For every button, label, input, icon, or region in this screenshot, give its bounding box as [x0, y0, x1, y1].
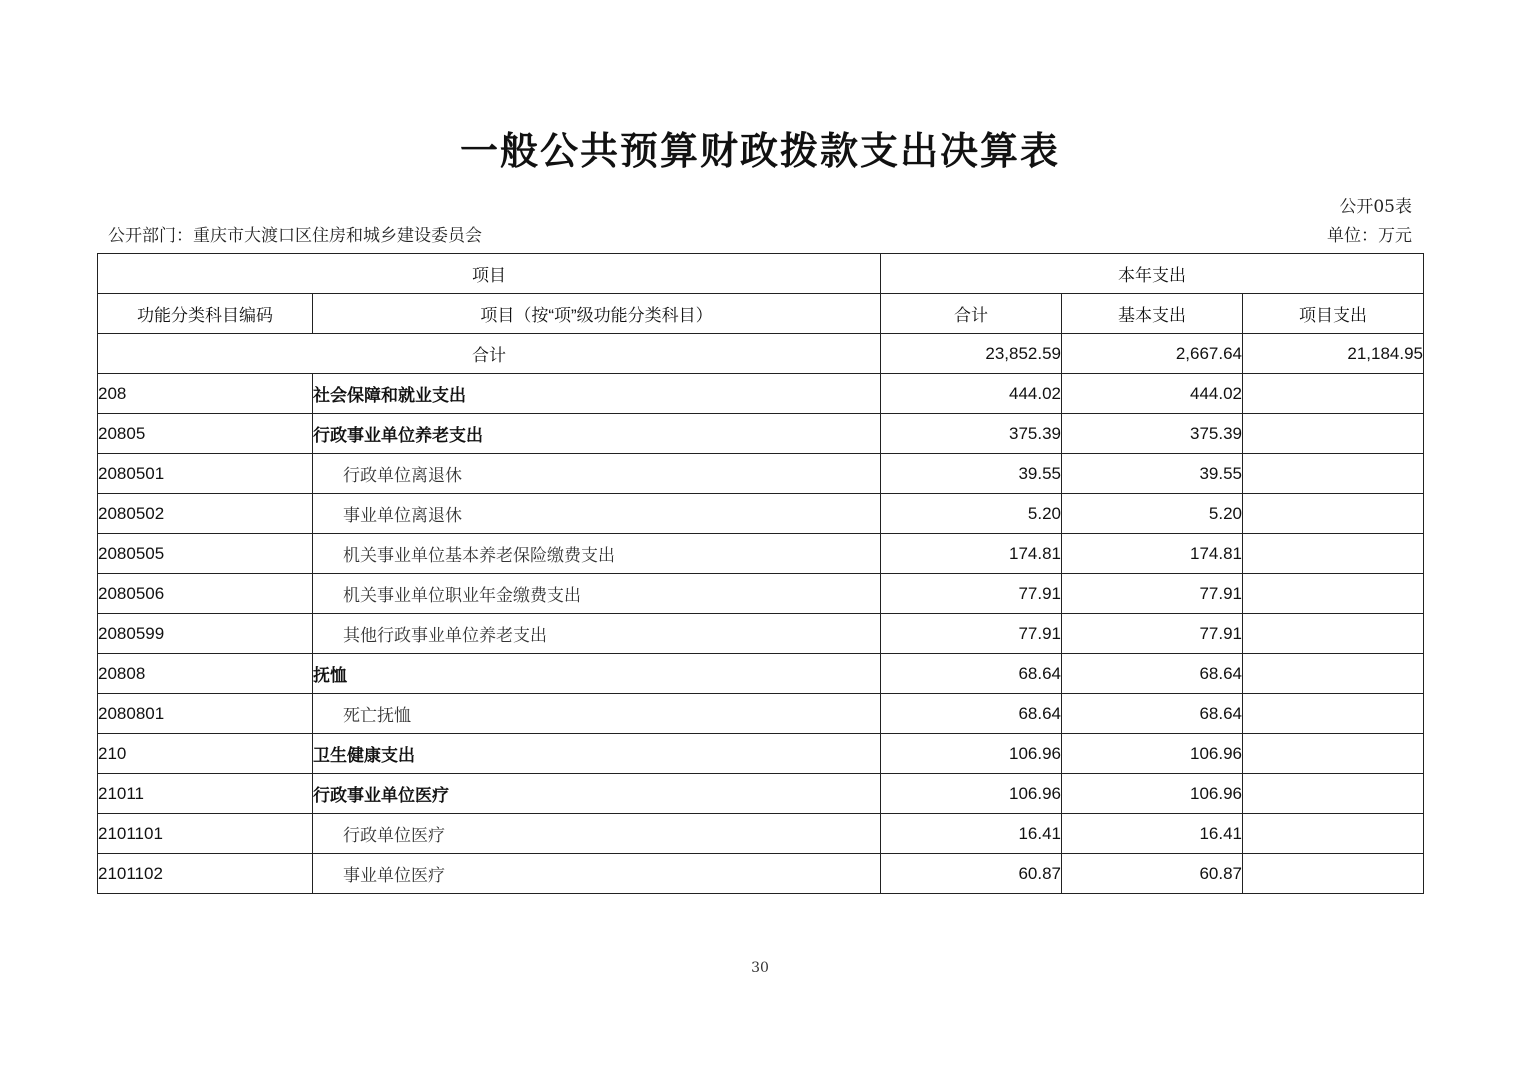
row-code: 2080801	[98, 694, 313, 734]
header-total: 合计	[881, 294, 1062, 334]
total-label: 合计	[98, 334, 881, 374]
table-row	[98, 854, 1424, 894]
row-code: 210	[98, 734, 313, 774]
row-name: 其他行政事业单位养老支出	[313, 614, 881, 654]
header-row-2	[98, 294, 1424, 334]
header-basic: 基本支出	[1062, 294, 1243, 334]
row-project	[1243, 814, 1424, 854]
row-code: 2101102	[98, 854, 313, 894]
row-project	[1243, 614, 1424, 654]
row-code: 208	[98, 374, 313, 414]
header-code: 功能分类科目编码	[98, 294, 313, 334]
row-basic: 77.91	[1062, 614, 1243, 654]
row-basic: 174.81	[1062, 534, 1243, 574]
row-project	[1243, 414, 1424, 454]
unit-label: 单位：万元	[1327, 226, 1412, 246]
row-code: 2101101	[98, 814, 313, 854]
row-name: 行政单位医疗	[313, 814, 881, 854]
table-row	[98, 694, 1424, 734]
row-code: 2080599	[98, 614, 313, 654]
row-name: 事业单位离退休	[313, 494, 881, 534]
row-total: 106.96	[881, 734, 1062, 774]
total-total: 23,852.59	[881, 334, 1062, 374]
table-row	[98, 414, 1424, 454]
row-total: 5.20	[881, 494, 1062, 534]
row-name: 机关事业单位基本养老保险缴费支出	[313, 534, 881, 574]
row-total: 68.64	[881, 654, 1062, 694]
row-name: 机关事业单位职业年金缴费支出	[313, 574, 881, 614]
header-item: 项目	[98, 254, 881, 294]
row-basic: 39.55	[1062, 454, 1243, 494]
row-basic: 68.64	[1062, 654, 1243, 694]
department-label: 公开部门：重庆市大渡口区住房和城乡建设委员会	[108, 226, 482, 246]
row-project	[1243, 694, 1424, 734]
header-row-1	[98, 254, 1424, 294]
table-row	[98, 734, 1424, 774]
header-name: 项目（按“项”级功能分类科目）	[313, 294, 881, 334]
row-code: 20808	[98, 654, 313, 694]
row-basic: 5.20	[1062, 494, 1243, 534]
table-row	[98, 654, 1424, 694]
row-name: 卫生健康支出	[313, 734, 881, 774]
header-project: 项目支出	[1243, 294, 1424, 334]
row-total: 174.81	[881, 534, 1062, 574]
table-row	[98, 374, 1424, 414]
table-row	[98, 814, 1424, 854]
row-code: 2080501	[98, 454, 313, 494]
row-basic: 60.87	[1062, 854, 1243, 894]
row-project	[1243, 654, 1424, 694]
row-code: 2080506	[98, 574, 313, 614]
row-name: 事业单位医疗	[313, 854, 881, 894]
row-name: 死亡抚恤	[313, 694, 881, 734]
page-title: 一般公共预算财政拨款支出决算表	[459, 129, 1060, 173]
row-project	[1243, 534, 1424, 574]
row-name: 行政事业单位养老支出	[313, 414, 881, 454]
row-code: 2080502	[98, 494, 313, 534]
total-project: 21,184.95	[1243, 334, 1424, 374]
row-basic: 16.41	[1062, 814, 1243, 854]
form-number: 公开05表	[1339, 197, 1412, 217]
row-project	[1243, 574, 1424, 614]
row-total: 60.87	[881, 854, 1062, 894]
header-current-year: 本年支出	[881, 254, 1424, 294]
row-code: 21011	[98, 774, 313, 814]
row-total: 375.39	[881, 414, 1062, 454]
row-total: 68.64	[881, 694, 1062, 734]
row-total: 444.02	[881, 374, 1062, 414]
row-basic: 375.39	[1062, 414, 1243, 454]
row-name: 行政事业单位医疗	[313, 774, 881, 814]
row-project	[1243, 774, 1424, 814]
row-basic: 77.91	[1062, 574, 1243, 614]
row-basic: 444.02	[1062, 374, 1243, 414]
row-project	[1243, 854, 1424, 894]
row-basic: 106.96	[1062, 774, 1243, 814]
row-name: 社会保障和就业支出	[313, 374, 881, 414]
total-row	[98, 334, 1424, 374]
table-row	[98, 574, 1424, 614]
row-total: 39.55	[881, 454, 1062, 494]
row-code: 2080505	[98, 534, 313, 574]
row-basic: 68.64	[1062, 694, 1243, 734]
row-total: 106.96	[881, 774, 1062, 814]
row-total: 77.91	[881, 574, 1062, 614]
row-project	[1243, 734, 1424, 774]
table-row	[98, 454, 1424, 494]
row-name: 行政单位离退休	[313, 454, 881, 494]
row-basic: 106.96	[1062, 734, 1243, 774]
table-row	[98, 774, 1424, 814]
budget-table	[97, 253, 1424, 894]
row-name: 抚恤	[313, 654, 881, 694]
row-code: 20805	[98, 414, 313, 454]
row-project	[1243, 454, 1424, 494]
row-total: 77.91	[881, 614, 1062, 654]
row-total: 16.41	[881, 814, 1062, 854]
table-row	[98, 534, 1424, 574]
total-basic: 2,667.64	[1062, 334, 1243, 374]
table-row	[98, 614, 1424, 654]
page-number: 30	[751, 960, 769, 976]
table-row	[98, 494, 1424, 534]
row-project	[1243, 374, 1424, 414]
row-project	[1243, 494, 1424, 534]
table-body	[98, 254, 1424, 894]
